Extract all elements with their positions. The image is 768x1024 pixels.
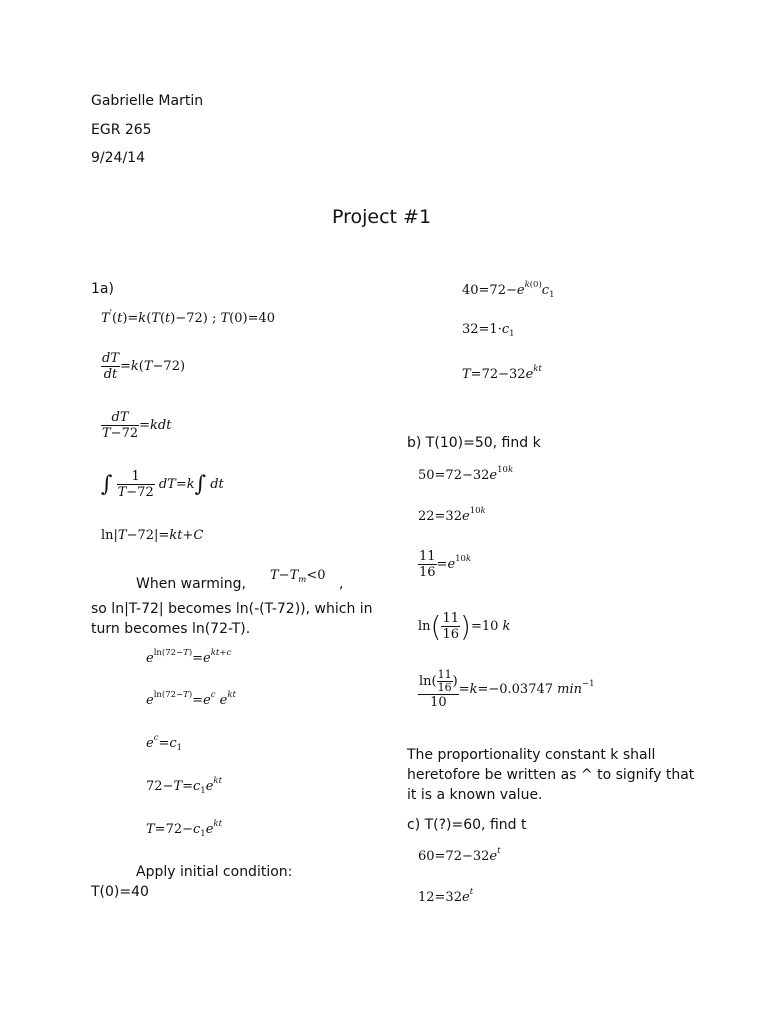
warming-condition: $T-T_m<0$ xyxy=(270,568,326,585)
equation-b2: $22=32e^{10k}$ xyxy=(418,506,486,524)
ln-transform-text: so ln|T-72| becomes ln(-(T-72)), which in turn becomes ln(72-T). xyxy=(91,601,373,637)
equation-particular-solution: $T=72-32e^{kt}$ xyxy=(462,364,542,382)
equation-ln: ln|T−72|=kt+C xyxy=(101,528,204,543)
equation-separated: $\frac{dT}{T-72}$ =kdt xyxy=(102,410,172,441)
equation-exp2: $e^{ln(72-T)}=e^c$ $e^{kt}$ xyxy=(146,690,236,708)
equation-exp1: $e^{ln(72-T)}=e^{kt+c}$ xyxy=(146,648,232,666)
course-code: EGR 265 xyxy=(91,122,152,138)
equation-ic-sub: $40=72-e^{k(0)}c_1$ xyxy=(462,280,555,300)
page-title: Project #1 xyxy=(332,206,432,228)
equation-b3: $\frac{11}{16}$ $=e^{10k}$ xyxy=(419,549,472,580)
equation-exp3: $72-T=c_1e^{kt}$ xyxy=(146,776,222,796)
equation-c1: $32=1\cdot c_1$ xyxy=(462,322,515,339)
warming-comma: , xyxy=(339,576,344,592)
equation-c2-step: $12=32e^t$ xyxy=(418,887,474,905)
equation-constant: $e^c=c_1$ xyxy=(146,733,183,753)
equation-dtdt: $\frac{dT}{dt}$ =k(T−72) xyxy=(102,351,186,382)
equation-b5: ln( $\frac{11}{16}$ ) 10 =k=−0.03747 $\min^{-1}$ xyxy=(419,668,595,710)
initial-condition-text: Apply initial condition: T(0)=40 xyxy=(91,864,293,900)
author-name: Gabrielle Martin xyxy=(91,93,204,109)
warming-text: When warming, xyxy=(136,576,246,592)
date: 9/24/14 xyxy=(91,150,145,166)
part-b-label: b) T(10)=50, find k xyxy=(407,435,541,451)
equation-b1: $50=72-32e^{10k}$ xyxy=(418,465,514,483)
equation-general-solution: $T=72-c_1e^{kt}$ xyxy=(146,819,222,839)
equation-b4: ln( $\frac{11}{16}$ )=10 k xyxy=(418,610,511,643)
equation-integral: ∫ $\frac{1}{T-72}$ dT=k∫ dt xyxy=(101,469,224,500)
part-c-label: c) T(?)=60, find t xyxy=(407,817,527,833)
equation-c1-step: $60=72-32e^t$ xyxy=(418,846,501,864)
proportionality-text: The proportionality constant k shall heretofore be written as ^ to signify that it is a known value. xyxy=(407,747,695,803)
equation-ode: T'(t)=k(T(t)−72) ; T(0)=40 xyxy=(101,308,276,326)
part-a-label: 1a) xyxy=(91,281,114,297)
